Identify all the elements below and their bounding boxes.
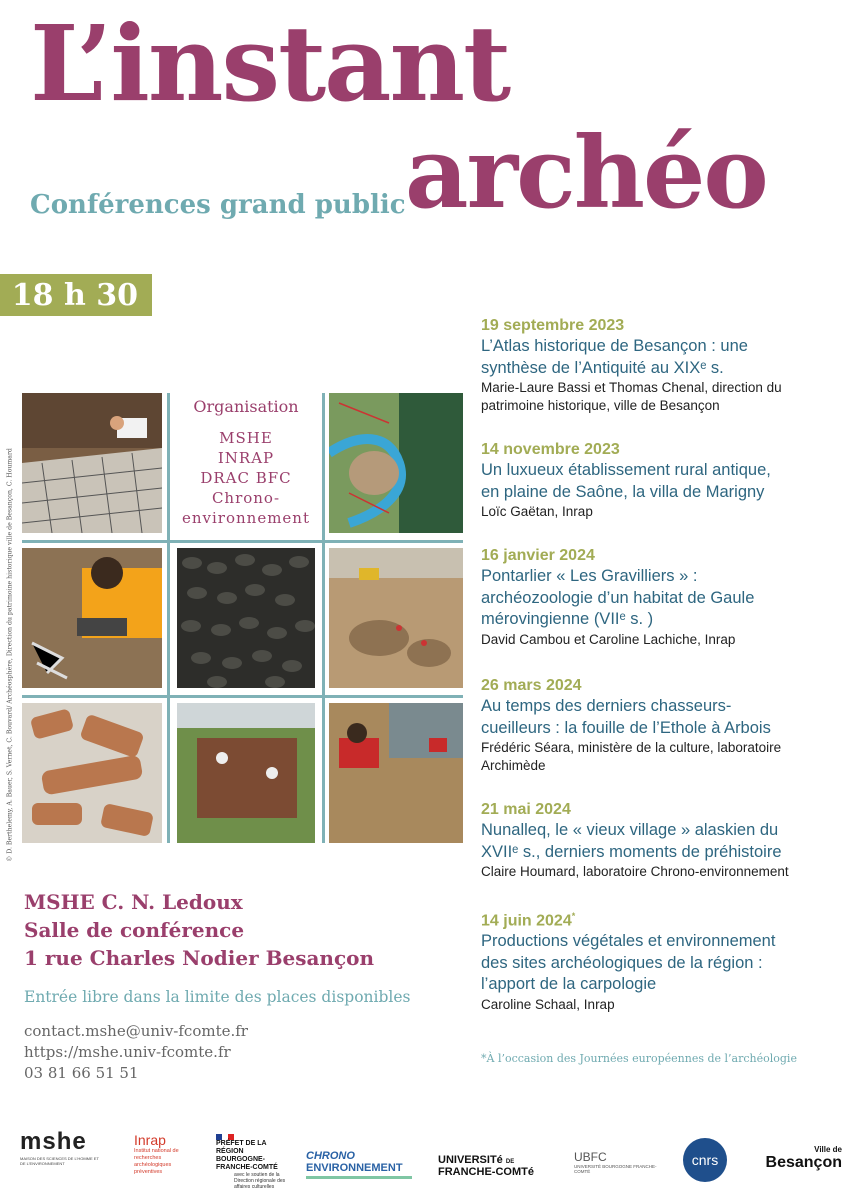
title-line-2: archéo xyxy=(405,116,767,231)
title-line-1: L’instant xyxy=(30,2,510,125)
ville-besancon-logo: Ville de Besançon xyxy=(765,1145,842,1171)
event-title: XVIIᵉ s., derniers moments de préhistoire xyxy=(481,842,782,861)
event-title: l’apport de la carpologie xyxy=(481,975,657,994)
photo-excavation-site xyxy=(329,548,463,688)
event-date: 26 mars 2024 xyxy=(481,677,582,694)
event-title: Productions végétales et environnement xyxy=(481,932,776,951)
event-speaker: patrimoine historique, ville de Besançon xyxy=(481,398,720,413)
event-title: Un luxueux établissement rural antique, xyxy=(481,461,771,479)
organisation-heading: Organisation xyxy=(193,397,299,416)
event-speaker: Archimède xyxy=(481,758,546,773)
event-title: Nunalleq, le « vieux village » alaskien du xyxy=(481,821,779,839)
organisation-box xyxy=(177,393,315,533)
event-date: 21 mai 2024 xyxy=(481,801,571,818)
photo-mosaic-excavation xyxy=(22,393,162,533)
event-date: 14 juin 2024* xyxy=(481,911,576,930)
venue-address: 1 rue Charles Nodier Besançon xyxy=(24,946,375,970)
photo-alaska-excavation xyxy=(329,703,463,843)
event-title: Au temps des derniers chasseurs- xyxy=(481,697,732,715)
universite-franche-comte-logo: UNIVERSITé DE FRANCHE-COMTé xyxy=(438,1154,534,1178)
event-speaker: Claire Houmard, laboratoire Chrono-environnement xyxy=(481,864,789,879)
inrap-logo: Inrap Institut national de recherches archéologiques préventives xyxy=(134,1132,179,1175)
time-badge: 18 h 30 xyxy=(0,274,152,316)
event-title: archéozoologie d’un habitat de Gaule xyxy=(481,588,755,607)
event-4 xyxy=(481,676,836,775)
event-title: en plaine de Saône, la villa de Marigny xyxy=(481,482,765,501)
photo-trench xyxy=(177,703,315,843)
event-date: 14 novembre 2023 xyxy=(481,441,620,458)
entry-note: Entrée libre dans la limite des places disponibles xyxy=(24,988,411,1006)
event-title: des sites archéologiques de la région : xyxy=(481,953,763,972)
photo-historic-map xyxy=(329,393,463,533)
event-6 xyxy=(481,906,836,1014)
event-speaker: Frédéric Séara, ministère de la culture, laboratoire xyxy=(481,740,782,755)
photo-ceramic-fragments xyxy=(22,703,162,843)
photo-seeds xyxy=(177,548,315,688)
event-date: 19 septembre 2023 xyxy=(481,317,625,334)
photo-archaeozoologist xyxy=(22,548,162,688)
organisation-item: INRAP xyxy=(217,449,275,467)
event-speaker: Caroline Schaal, Inrap xyxy=(481,996,615,1012)
event-speaker: David Cambou et Caroline Lachiche, Inrap xyxy=(481,631,736,647)
event-1 xyxy=(481,316,836,415)
mshe-logo: mshe MAISON DES SCIENCES DE L’HOMME ET DE L’ENVIRONNEMENT xyxy=(20,1128,99,1166)
organisation-item: Chrono- xyxy=(211,489,281,507)
organisation-item: DRAC BFC xyxy=(200,469,292,487)
event-title: cueilleurs : la fouille de l’Ethole à Arbois xyxy=(481,718,771,737)
contact-email[interactable]: contact.mshe@univ-fcomte.fr xyxy=(24,1022,248,1040)
organisation-item: environnement xyxy=(182,509,310,527)
prefet-logo: PRÉFET DE LA RÉGION BOURGOGNE- FRANCHE-COMTÉ avec le soutien de la Direction régionale des affaires culturelles xyxy=(216,1134,288,1190)
ubfc-logo: UBFC UNIVERSITÉ BOURGOGNE FRANCHE-COMTÉ xyxy=(574,1150,657,1174)
event-5 xyxy=(481,800,836,881)
footnote: *À l’occasion des Journées européennes de l’archéologie xyxy=(481,1052,797,1065)
event-title: synthèse de l’Antiquité au XIXᵉ s. xyxy=(481,358,724,377)
event-speaker: Loïc Gaëtan, Inrap xyxy=(481,504,593,519)
subtitle: Conférences grand public xyxy=(30,190,406,220)
organisation-item: MSHE xyxy=(219,429,273,447)
event-title: mérovingienne (VIIᵉ s. ) xyxy=(481,610,654,628)
chrono-environnement-logo: CHRONO ENVIRONNEMENT xyxy=(306,1150,412,1179)
event-title: L’Atlas historique de Besançon : une xyxy=(481,337,748,355)
event-2 xyxy=(481,440,836,521)
event-date: 16 janvier 2024 xyxy=(481,547,595,564)
venue-room: Salle de conférence xyxy=(24,918,245,942)
contact-url[interactable]: https://mshe.univ-fcomte.fr xyxy=(24,1043,231,1061)
photo-credit: © D. Berthelemy, A. Bauer, S. Vernet, C. Bouvard/ Archéosphère, Direction du patrimoine historique ville de Besançon, C. Houmard xyxy=(6,448,14,862)
contact-phone: 03 81 66 51 51 xyxy=(24,1064,139,1082)
event-speaker: Marie-Laure Bassi et Thomas Chenal, direction du xyxy=(481,380,782,395)
event-title: Pontarlier « Les Gravilliers » : xyxy=(481,567,698,585)
event-3 xyxy=(481,546,836,649)
venue-name: MSHE C. N. Ledoux xyxy=(24,890,243,914)
cnrs-logo: cnrs xyxy=(683,1138,727,1182)
